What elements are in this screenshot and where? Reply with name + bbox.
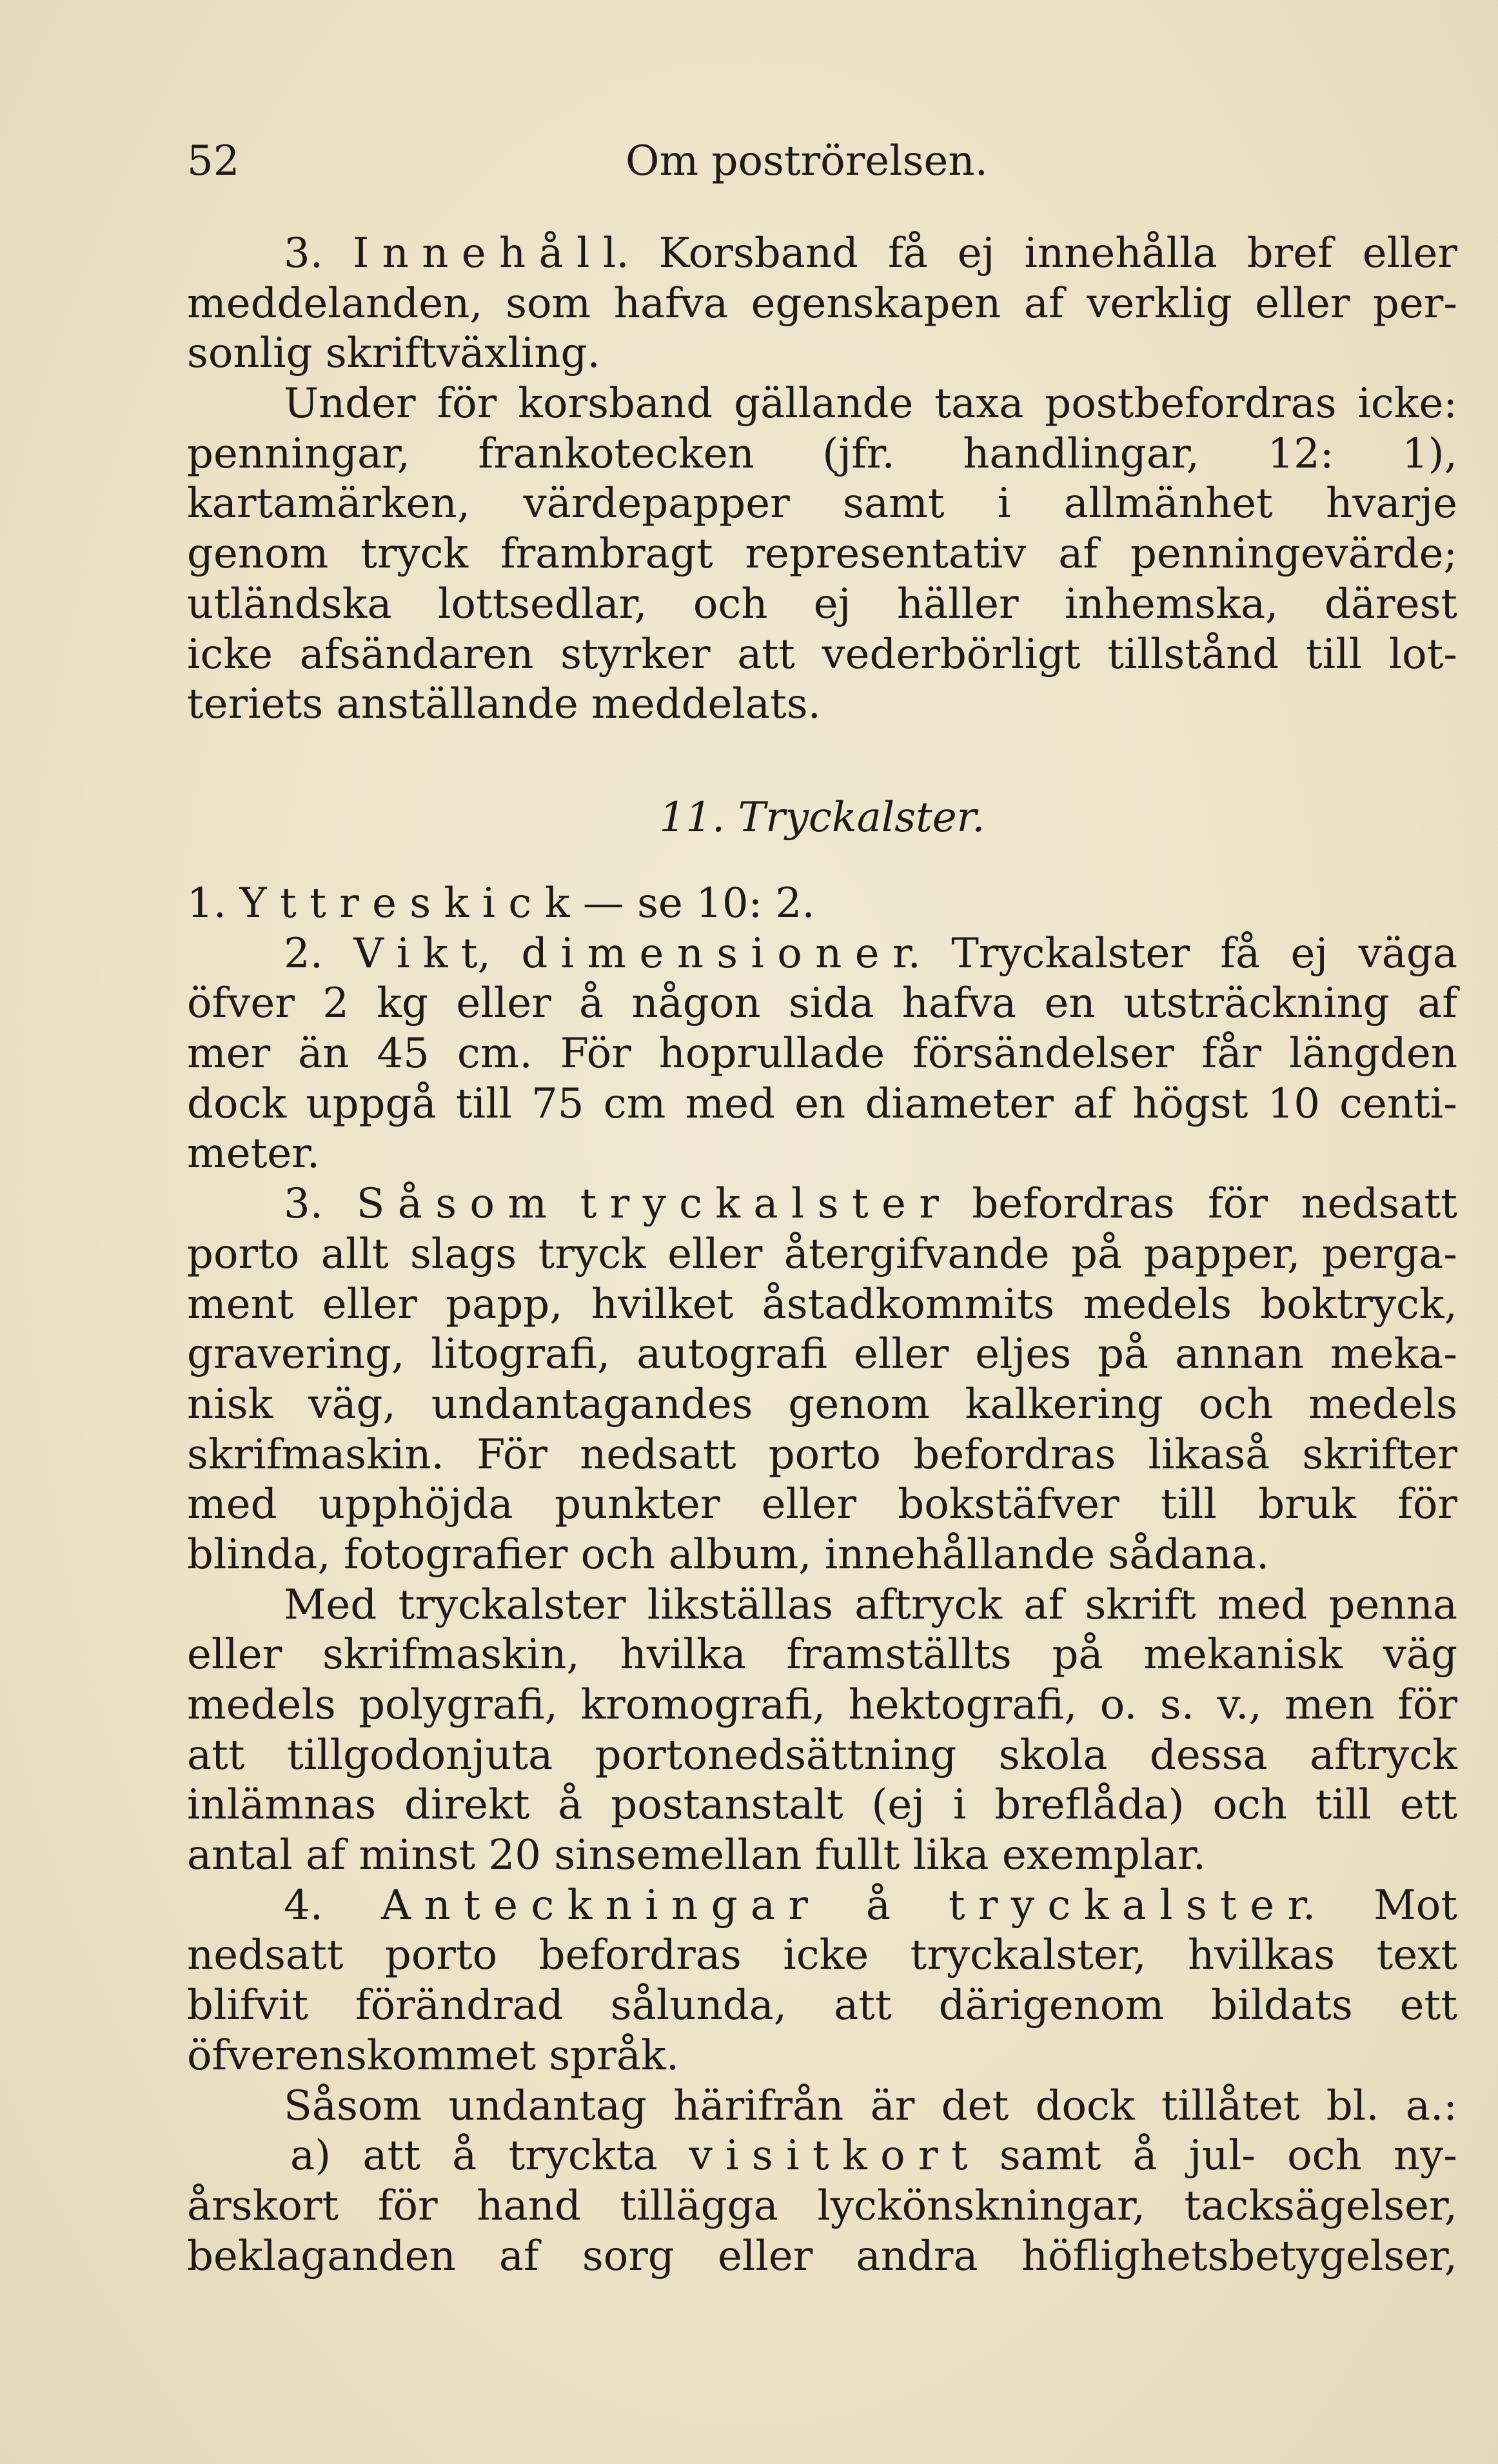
word: breflåda) <box>994 1781 1185 1829</box>
word: diameter <box>865 1079 1054 1128</box>
word: Med <box>284 1581 377 1629</box>
text-line <box>187 1380 1457 1430</box>
word: men <box>1285 1681 1375 1729</box>
word: af <box>1023 1581 1064 1629</box>
word: väga <box>1358 929 1457 978</box>
word: v., <box>1217 1681 1262 1729</box>
word: I n n e h å l l. <box>353 230 629 277</box>
word: häller <box>896 580 1019 628</box>
word: ett <box>1399 1781 1457 1829</box>
word: tryck <box>538 1230 646 1278</box>
word: ej <box>1290 929 1328 978</box>
word: 75 <box>531 1079 584 1128</box>
text-line <box>187 1881 1457 1931</box>
word: antal af minst 20 sinsemellan fullt lika exemplar. <box>187 1831 1206 1880</box>
word: vederbörligt <box>822 630 1081 678</box>
text-line <box>187 1581 1457 1631</box>
word: väg <box>1383 1631 1457 1679</box>
word: eller <box>322 1280 417 1328</box>
word: årskort <box>187 2182 339 2230</box>
text-line <box>187 1630 1457 1680</box>
word: och <box>1287 2132 1362 2180</box>
word: V i k t, <box>353 929 491 978</box>
word: meka- <box>1330 1330 1457 1379</box>
word: (ej <box>871 1781 925 1829</box>
word: högst <box>1132 1079 1248 1128</box>
word: utländska <box>187 580 392 628</box>
word: kg <box>377 980 429 1028</box>
word: teriets anställande meddelats. <box>187 680 821 729</box>
word: likställas <box>647 1581 833 1629</box>
word: eller <box>187 1631 282 1679</box>
text-line <box>187 630 1457 680</box>
word: hafva <box>613 279 729 328</box>
word: allt <box>320 1230 389 1278</box>
word: blinda, fotografier och album, innehållande sådana. <box>187 1530 1270 1579</box>
word: och <box>1212 1781 1287 1829</box>
word: meddelanden, <box>187 279 483 328</box>
word: papp, <box>446 1280 563 1328</box>
word: än <box>298 1030 350 1078</box>
word: lottsedlar, <box>437 580 647 628</box>
word: penningar, <box>187 429 410 478</box>
word: penna <box>1328 1581 1457 1629</box>
paragraph-block-tryckalster <box>187 879 1457 2282</box>
word: en <box>1044 980 1096 1028</box>
word: bildats <box>1211 1982 1353 2030</box>
word: polygrafi, <box>359 1681 558 1729</box>
word: Mot <box>1374 1881 1457 1929</box>
word: bref <box>1247 230 1333 277</box>
word: att <box>187 1731 245 1779</box>
word: medels <box>1308 1380 1457 1428</box>
word: höflighetsbetygelser, <box>1021 2232 1457 2280</box>
word: till <box>1315 1781 1372 1829</box>
word: sonlig skriftväxling. <box>187 330 600 378</box>
text-line <box>187 2082 1457 2132</box>
word: tryck <box>360 530 469 578</box>
word: 2. <box>284 929 324 978</box>
word: i <box>997 480 1011 528</box>
word: mekanisk <box>1143 1631 1343 1679</box>
text-line <box>187 1981 1457 2031</box>
word: hand <box>477 2182 581 2230</box>
word: längden <box>1289 1030 1457 1078</box>
word: tryckta <box>508 2132 658 2180</box>
text-line <box>187 1530 1457 1581</box>
word: 3. <box>284 230 324 277</box>
word: postbefordras <box>1045 380 1337 428</box>
word: skrift <box>1085 1581 1196 1629</box>
text-line <box>187 279 1457 330</box>
word: cm. <box>457 1030 533 1078</box>
word: för <box>1397 1481 1457 1529</box>
word: frankotecken <box>478 429 754 478</box>
word: tillåtet <box>1161 2082 1300 2130</box>
text-line <box>187 580 1457 630</box>
word: korsband <box>518 380 713 428</box>
word: och <box>1198 1380 1274 1428</box>
word: förändrad <box>355 1982 564 2030</box>
word: skola <box>998 1731 1108 1779</box>
word: af <box>1023 279 1064 328</box>
word: ett <box>1399 1982 1457 2030</box>
word: genom <box>187 530 329 578</box>
word: till <box>1160 1481 1217 1529</box>
word: papper, <box>1143 1230 1301 1278</box>
word: blifvit <box>187 1982 308 2030</box>
word: 1), <box>1401 429 1457 478</box>
word: 4. <box>284 1881 324 1929</box>
word: som <box>506 279 591 328</box>
word: är <box>870 2082 915 2130</box>
word: För <box>560 1030 631 1078</box>
word: lot- <box>1388 630 1457 678</box>
word: slags <box>409 1230 517 1278</box>
text-line <box>187 2031 1457 2082</box>
word: att <box>737 630 795 678</box>
word: därigenom <box>938 1982 1165 2030</box>
word: Under <box>284 380 416 428</box>
word: medels <box>1083 1280 1232 1328</box>
text-line <box>187 2131 1457 2182</box>
text-line <box>187 1330 1457 1380</box>
word: och <box>693 580 768 628</box>
word: öfver <box>187 980 295 1028</box>
word: sålunda, <box>610 1982 787 2030</box>
word: skrifmaskin. <box>187 1430 444 1479</box>
word: text <box>1376 1931 1457 1980</box>
word: sida <box>789 980 874 1028</box>
text-line <box>187 429 1457 480</box>
word: hvarje <box>1326 480 1457 528</box>
word: tillstånd <box>1107 630 1279 678</box>
word: litografi, <box>431 1330 611 1379</box>
word: å <box>558 1781 583 1829</box>
word: cm <box>603 1079 666 1128</box>
text-line <box>187 379 1457 429</box>
word: hvilkas <box>1188 1931 1335 1980</box>
word: få <box>1220 929 1261 978</box>
word: tryckalster <box>398 1581 626 1629</box>
word: kartamärken, <box>187 480 471 528</box>
word: dessa <box>1149 1731 1268 1779</box>
word: väg, <box>308 1380 396 1428</box>
word: s. <box>1159 1681 1195 1729</box>
word: medels <box>187 1681 336 1729</box>
word: bokstäfver <box>898 1481 1119 1529</box>
text-line <box>187 1831 1457 1881</box>
running-title: Om poströrelsen. <box>626 137 988 185</box>
word: t r y c k a l s t e r. <box>948 1881 1316 1929</box>
word: dock <box>1035 2082 1135 2130</box>
word: ej <box>813 580 851 628</box>
word: å <box>579 980 604 1028</box>
word: i <box>952 1781 967 1829</box>
word: det <box>941 2082 1009 2130</box>
word: tillgodonjuta <box>286 1731 553 1779</box>
text-line <box>187 229 1457 279</box>
word: åstadkommits <box>762 1280 1055 1328</box>
word: annan <box>1174 1330 1304 1379</box>
text-line <box>187 2182 1457 2232</box>
word: d i m e n s i o n e r. <box>521 929 921 978</box>
word: Tryckalster <box>951 929 1190 978</box>
word: därest <box>1324 580 1457 628</box>
word: härifrån <box>673 2082 844 2130</box>
word: verklig <box>1087 279 1232 328</box>
text-line <box>187 329 1457 379</box>
word: undantagandes <box>431 1380 753 1428</box>
word: framställts <box>786 1631 1012 1679</box>
word: bl. <box>1326 2082 1379 2130</box>
word: afsändaren <box>299 630 534 678</box>
word: ej <box>957 230 995 277</box>
word: för <box>377 2182 438 2230</box>
word: eller <box>761 1481 856 1529</box>
word: befordras <box>913 1430 1116 1479</box>
text-line <box>187 1280 1457 1330</box>
word: på <box>1097 1330 1149 1379</box>
word: till <box>455 1079 512 1128</box>
word: likaså <box>1148 1430 1270 1479</box>
text-line <box>187 1029 1457 1079</box>
paragraph-block-contents <box>187 229 1457 730</box>
word: samt <box>843 480 945 528</box>
word: innehålla <box>1024 230 1217 277</box>
word: porto <box>768 1430 882 1479</box>
word: inlämnas <box>187 1781 377 1829</box>
word: återgifvande <box>783 1230 1050 1278</box>
word: eller <box>718 2232 813 2280</box>
text-line <box>187 1480 1457 1530</box>
text-line <box>187 979 1457 1029</box>
word: styrker <box>560 630 711 678</box>
word: befordras <box>538 1931 742 1980</box>
word: För <box>476 1430 547 1479</box>
word: eller <box>1362 230 1457 277</box>
word: inhemska, <box>1064 580 1279 628</box>
word: Korsband <box>658 230 858 277</box>
text-line <box>187 879 1457 929</box>
word: andra <box>856 2232 978 2280</box>
word: gällande <box>734 380 914 428</box>
word: å <box>1132 2132 1158 2180</box>
word: hoprullade <box>658 1030 885 1078</box>
word: sorg <box>582 2232 675 2280</box>
word: handlingar, <box>963 429 1199 478</box>
word: a.: <box>1405 2082 1457 2130</box>
word: för <box>437 380 497 428</box>
word: ny- <box>1393 2132 1457 2180</box>
word: med <box>187 1481 277 1529</box>
word: eller <box>1255 279 1350 328</box>
word: på <box>1052 1631 1103 1679</box>
word: a) <box>290 2132 331 2180</box>
word: nisk <box>187 1380 273 1428</box>
text-line <box>187 1780 1457 1831</box>
word: aftryck <box>1310 1731 1457 1779</box>
word: hektografi, <box>848 1681 1078 1729</box>
word: t r y c k a l s t e r <box>580 1180 939 1228</box>
word: af <box>1072 1079 1113 1128</box>
word: aftryck <box>854 1581 1003 1629</box>
word: får <box>1201 1030 1262 1078</box>
word: 1. Y t t r e s k i c k — se 10: 2. <box>187 880 815 927</box>
word: boktryck, <box>1260 1280 1457 1328</box>
word: försändelser <box>912 1030 1174 1078</box>
running-head <box>187 129 1457 193</box>
text-line <box>187 1129 1457 1179</box>
text-line <box>187 2232 1457 2282</box>
word: till <box>1305 630 1362 678</box>
word: kromografi, <box>580 1681 826 1729</box>
word: å <box>865 1881 891 1929</box>
word: af <box>1417 980 1457 1028</box>
word: per- <box>1372 279 1457 328</box>
text-line <box>187 1731 1457 1781</box>
text-line <box>187 1680 1457 1731</box>
word: tryckalster, <box>910 1931 1147 1980</box>
word: någon <box>631 980 761 1028</box>
text-line <box>187 680 1457 730</box>
word: frambragt <box>500 530 713 578</box>
section-heading: 11. Tryckalster. <box>659 794 985 842</box>
word: eller <box>853 1330 949 1379</box>
word: gravering, <box>187 1330 405 1379</box>
word: tillägga <box>620 2182 778 2230</box>
word: direkt <box>404 1781 530 1829</box>
word: porto <box>187 1230 300 1278</box>
word: upphöjda <box>318 1481 513 1529</box>
word: att <box>362 2132 420 2180</box>
word: meter. <box>187 1130 320 1178</box>
word: undantag <box>448 2082 647 2130</box>
word: perga- <box>1321 1230 1457 1278</box>
word: (jfr. <box>822 429 895 478</box>
word: skrifter <box>1302 1430 1457 1479</box>
word: af <box>498 2232 539 2280</box>
word: S å s o m <box>356 1180 547 1228</box>
word: skrifmaskin, <box>322 1631 580 1679</box>
word: postanstalt <box>611 1781 843 1829</box>
word: samt <box>999 2132 1101 2180</box>
page-number: 52 <box>187 137 240 185</box>
text-line <box>187 1230 1457 1280</box>
text-line <box>187 1179 1457 1230</box>
word: A n t e c k n i n g a r <box>380 1881 808 1929</box>
word: mer <box>187 1030 271 1078</box>
word: jul- <box>1188 2132 1256 2180</box>
word: kalkering <box>965 1380 1163 1428</box>
word: punkter <box>555 1481 720 1529</box>
word: allmänhet <box>1063 480 1273 528</box>
word: 12: <box>1267 429 1334 478</box>
word: för <box>1208 1180 1268 1228</box>
word: penningevärde; <box>1130 530 1457 578</box>
word: icke <box>783 1931 869 1980</box>
word: utsträckning <box>1123 980 1390 1028</box>
word: eljes <box>975 1330 1072 1379</box>
word: centi- <box>1339 1079 1457 1128</box>
word: hafva <box>902 980 1017 1028</box>
word: eller <box>667 1230 763 1278</box>
word: befordras <box>972 1180 1175 1228</box>
word: få <box>887 230 928 277</box>
word: egenskapen <box>751 279 1001 328</box>
word: nedsatt <box>187 1931 344 1980</box>
text-line <box>187 1079 1457 1130</box>
word: Såsom <box>284 2082 422 2130</box>
text-line <box>187 1931 1457 1981</box>
word: en <box>794 1079 846 1128</box>
word: hvilket <box>591 1280 734 1328</box>
word: lyckönskningar, <box>817 2182 1145 2230</box>
word: för <box>1397 1681 1457 1729</box>
word: 3. <box>284 1180 324 1228</box>
word: af <box>1058 530 1099 578</box>
word: med <box>685 1079 775 1128</box>
word: tacksägelser, <box>1184 2182 1457 2230</box>
word: representativ <box>745 530 1027 578</box>
word: å <box>452 2132 477 2180</box>
word: o. <box>1099 1681 1138 1729</box>
word: icke: <box>1357 380 1457 428</box>
word: 10 <box>1267 1079 1320 1128</box>
word: värdepapper <box>523 480 790 528</box>
word: eller <box>456 980 551 1028</box>
word: dock <box>187 1079 287 1128</box>
word: portonedsättning <box>595 1731 957 1779</box>
word: bruk <box>1258 1481 1356 1529</box>
word: på <box>1071 1230 1123 1278</box>
word: icke <box>187 630 273 678</box>
word: beklaganden <box>187 2232 456 2280</box>
word: 2 <box>322 980 349 1028</box>
text-line <box>187 479 1457 529</box>
word: porto <box>384 1931 498 1980</box>
word: ment <box>187 1280 294 1328</box>
word: hvilka <box>620 1631 746 1679</box>
text-line <box>187 929 1457 980</box>
word: att <box>834 1982 892 2030</box>
text-line <box>187 529 1457 580</box>
word: öfverenskommet språk. <box>187 2031 680 2080</box>
word: uppgå <box>306 1079 437 1128</box>
word: genom <box>788 1380 930 1428</box>
word: taxa <box>934 380 1024 428</box>
word: v i s i t k o r t <box>689 2132 968 2180</box>
word: nedsatt <box>1301 1180 1457 1228</box>
text-line <box>187 1430 1457 1481</box>
word: autografi <box>636 1330 828 1379</box>
word: med <box>1217 1581 1308 1629</box>
word: nedsatt <box>580 1430 736 1479</box>
word: 45 <box>377 1030 429 1078</box>
